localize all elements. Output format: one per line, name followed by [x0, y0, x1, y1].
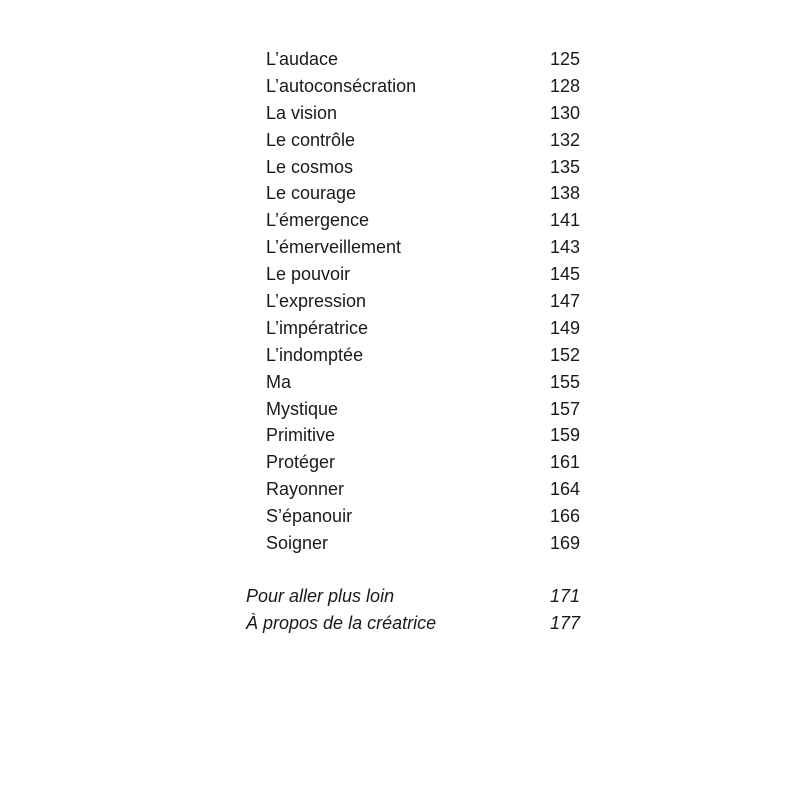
toc-entry-page: 155	[549, 371, 580, 392]
toc-row	[246, 610, 580, 637]
toc-entry-page: 141	[549, 210, 580, 231]
toc-entry-title: Le courage	[266, 183, 357, 204]
toc-entry-page: 128	[549, 75, 580, 96]
toc-row	[266, 342, 580, 369]
toc-entry-title: L’émergence	[266, 210, 370, 231]
toc-row	[266, 476, 580, 503]
toc-row	[246, 583, 580, 610]
toc-row	[266, 207, 580, 234]
toc-row	[266, 315, 580, 342]
toc-entry-page: 130	[549, 102, 580, 123]
toc-row	[266, 503, 580, 530]
toc-entry-page: 138	[549, 183, 580, 204]
toc-row	[266, 127, 580, 154]
toc-entry-title: Le contrôle	[266, 129, 356, 150]
toc-entry-page: 149	[549, 317, 580, 338]
toc-entry-title: L’impératrice	[266, 317, 369, 338]
toc-entry-title: L’indomptée	[266, 344, 364, 365]
toc-entry-title: S’épanouir	[266, 506, 353, 527]
toc-entry-title: À propos de la créatrice	[246, 612, 437, 633]
toc-entry-title: Ma	[266, 371, 292, 392]
toc-entry-page: 152	[549, 344, 580, 365]
chapter-list	[266, 46, 580, 557]
appendix-list	[246, 583, 580, 637]
toc-entry-page: 135	[549, 156, 580, 177]
toc-entry-title: Rayonner	[266, 479, 345, 500]
toc-entry-page: 143	[549, 237, 580, 258]
toc-entry-title: La vision	[266, 102, 338, 123]
toc-entry-title: L’audace	[266, 49, 339, 69]
toc-entry-page: 125	[549, 49, 580, 69]
toc-row	[266, 422, 580, 449]
toc-entry-page: 171	[549, 586, 580, 606]
toc-entry-title: Primitive	[266, 425, 336, 446]
toc-entry-title: L’autoconsécration	[266, 75, 417, 96]
toc-row	[266, 530, 580, 557]
toc-row	[266, 449, 580, 476]
toc-entry-title: Le cosmos	[266, 156, 354, 177]
toc-row	[266, 369, 580, 396]
toc-entry-page: 161	[549, 452, 580, 473]
toc-row	[266, 396, 580, 423]
toc-row	[266, 234, 580, 261]
toc-row	[266, 100, 580, 127]
toc-entry-page: 166	[549, 506, 580, 527]
toc-entry-title: Protéger	[266, 452, 336, 473]
toc-entry-page: 132	[549, 129, 580, 150]
toc-entry-page: 177	[549, 612, 580, 633]
toc-entry-title: L’émerveillement	[266, 237, 402, 258]
toc-row	[266, 180, 580, 207]
toc-entry-page: 169	[549, 533, 580, 554]
toc-row	[266, 73, 580, 100]
toc-entry-title: L’expression	[266, 291, 367, 312]
toc-entry-page: 157	[549, 398, 580, 419]
toc-entry-page: 164	[549, 479, 580, 500]
toc-entry-title: Le pouvoir	[266, 264, 351, 285]
toc-entry-page: 147	[549, 291, 580, 312]
toc-entry-page: 145	[549, 264, 580, 285]
toc-row	[266, 154, 580, 181]
toc-row	[266, 288, 580, 315]
toc-row	[266, 46, 580, 73]
toc-row	[266, 261, 580, 288]
toc-entry-page: 159	[549, 425, 580, 446]
toc-entry-title: Pour aller plus loin	[246, 586, 395, 606]
toc-entry-title: Soigner	[266, 533, 329, 554]
toc-entry-title: Mystique	[266, 398, 339, 419]
